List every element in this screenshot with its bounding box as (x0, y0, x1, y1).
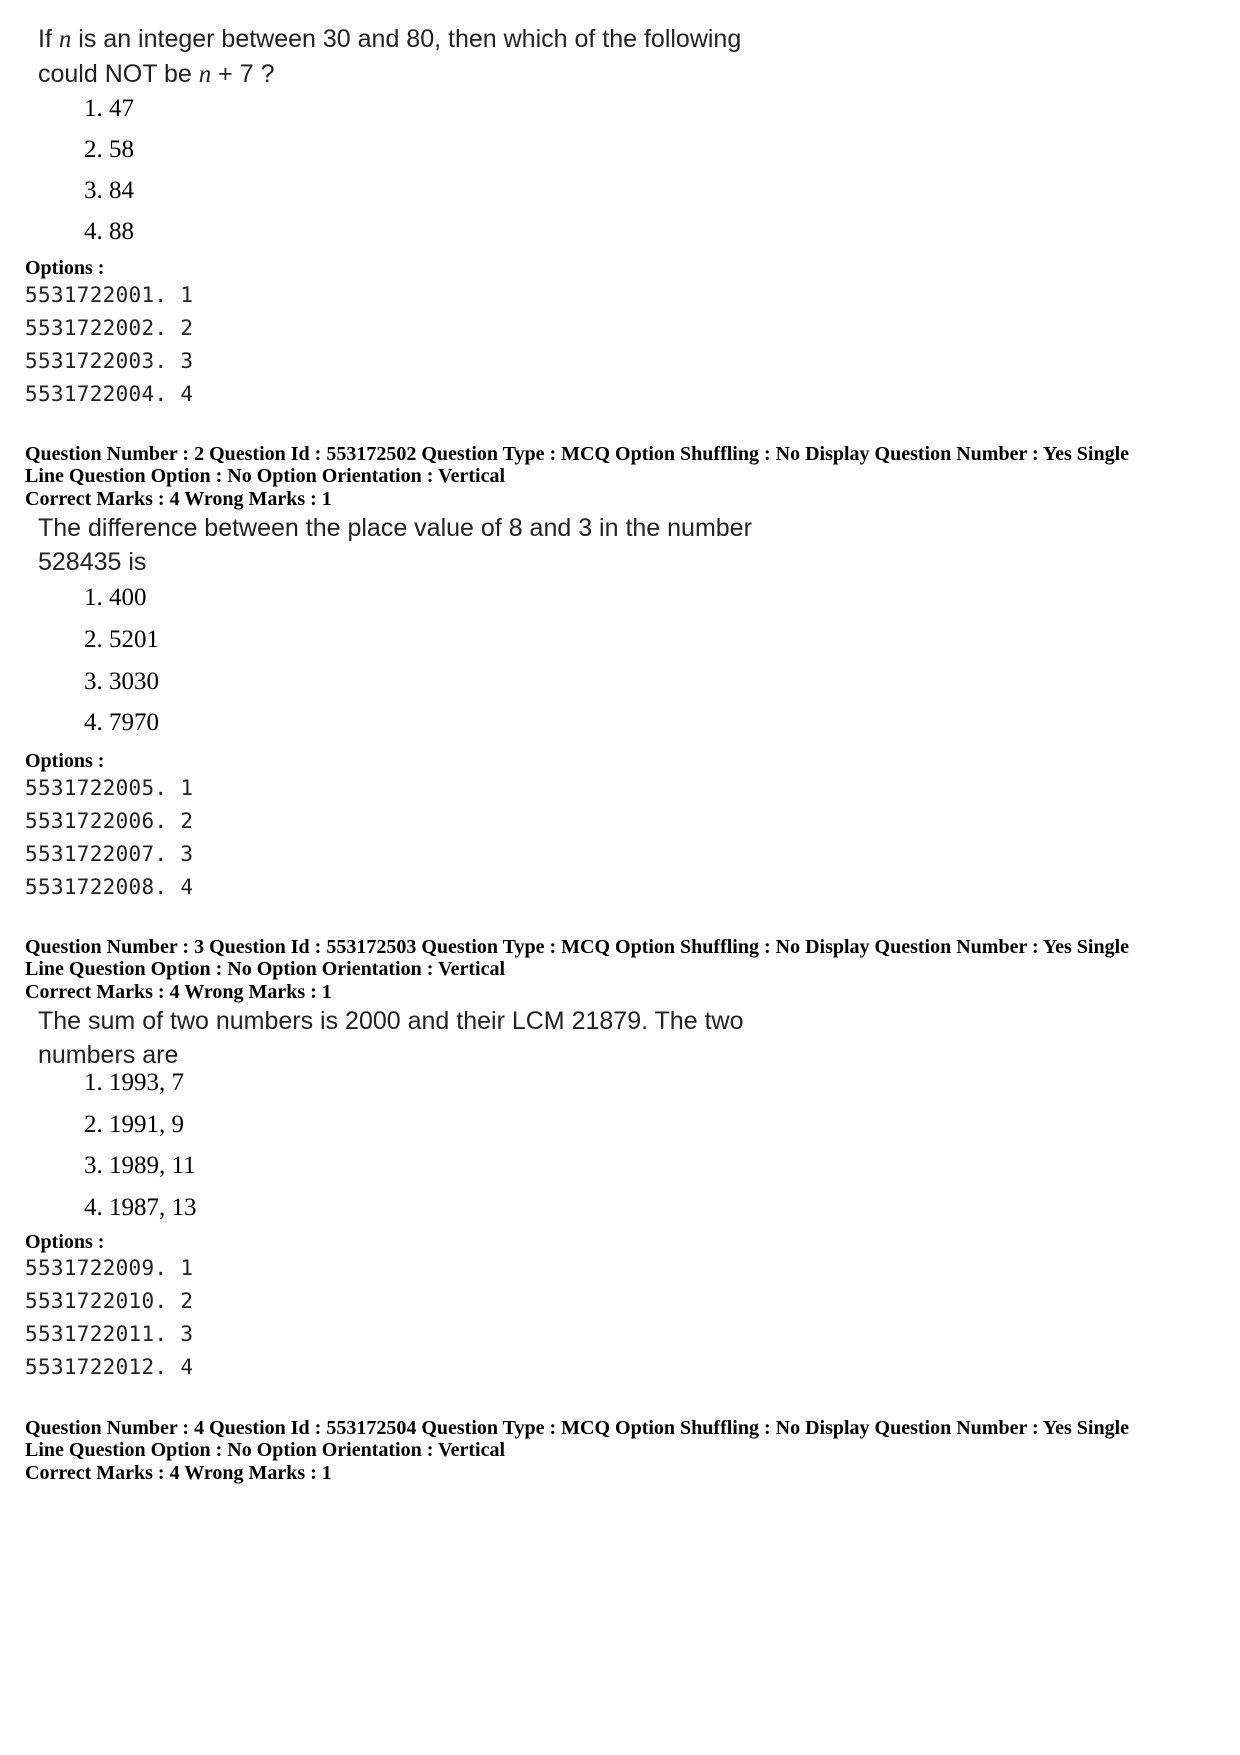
meta-line-1: Question Number : 3 Question Id : 553172503 Question Type : MCQ Option Shuffling : No Display Question Number : Yes Single (25, 936, 1130, 958)
question-2-line-1: The difference between the place value of 8 and 3 in the number (38, 514, 752, 542)
question-2-marks: Correct Marks : 4 Wrong Marks : 1 (25, 488, 332, 510)
option-item: 5531722012. 4 (25, 1355, 194, 1379)
choice-item: 1. 47 (84, 95, 134, 122)
question-1-text (38, 22, 741, 92)
choice-item: 2. 58 (84, 136, 134, 163)
options-label: Options : (25, 257, 105, 279)
question-3-text (38, 1004, 743, 1072)
choice-item: 3. 3030 (84, 668, 159, 695)
choice-item: 3. 84 (84, 177, 134, 204)
question-4-marks: Correct Marks : 4 Wrong Marks : 1 (25, 1462, 332, 1484)
choice-item: 2. 5201 (84, 626, 159, 653)
choice-item: 4. 7970 (84, 709, 159, 736)
question-3-marks: Correct Marks : 4 Wrong Marks : 1 (25, 981, 332, 1003)
choice-item: 1. 1993, 7 (84, 1069, 184, 1096)
question-1-line-2: could NOT be n + 7 ? (38, 60, 275, 88)
choice-item: 1. 400 (84, 584, 147, 611)
option-item: 5531722009. 1 (25, 1256, 194, 1280)
option-item: 5531722001. 1 (25, 283, 194, 307)
options-label: Options : (25, 1231, 105, 1253)
option-item: 5531722008. 4 (25, 875, 194, 899)
meta-line-2: Line Question Option : No Option Orientation : Vertical (25, 1439, 506, 1461)
question-2-line-2: 528435 is (38, 548, 147, 576)
option-item: 5531722010. 2 (25, 1289, 194, 1313)
question-3-image (38, 1004, 743, 1072)
question-3-line-2: numbers are (38, 1041, 179, 1069)
options-label: Options : (25, 750, 105, 772)
option-item: 5531722006. 2 (25, 809, 194, 833)
question-2-meta (25, 443, 1215, 487)
question-2-image (38, 511, 752, 579)
meta-line-2: Line Question Option : No Option Orientation : Vertical (25, 465, 506, 487)
choice-item: 3. 1989, 11 (84, 1152, 196, 1179)
question-1-line-1: If n is an integer between 30 and 80, then which of the following (38, 25, 742, 53)
meta-line-2: Line Question Option : No Option Orientation : Vertical (25, 958, 506, 980)
question-3-line-1: The sum of two numbers is 2000 and their LCM 21879. The two (38, 1007, 744, 1035)
meta-line-1: Question Number : 4 Question Id : 553172504 Question Type : MCQ Option Shuffling : No Display Question Number : Yes Single (25, 1417, 1130, 1439)
math-variable-n: n (58, 26, 72, 53)
question-3-meta (25, 936, 1215, 980)
meta-line-1: Question Number : 2 Question Id : 553172502 Question Type : MCQ Option Shuffling : No Display Question Number : Yes Single (25, 443, 1130, 465)
option-item: 5531722005. 1 (25, 776, 194, 800)
choice-item: 4. 1987, 13 (84, 1194, 197, 1221)
option-item: 5531722004. 4 (25, 382, 194, 406)
question-4-meta (25, 1417, 1215, 1461)
option-item: 5531722003. 3 (25, 349, 194, 373)
question-1-image (38, 22, 741, 92)
option-item: 5531722011. 3 (25, 1322, 194, 1346)
option-item: 5531722002. 2 (25, 316, 194, 340)
choice-item: 4. 88 (84, 218, 134, 245)
math-variable-n: n (198, 61, 212, 88)
question-2-text (38, 511, 752, 579)
choice-item: 2. 1991, 9 (84, 1111, 184, 1138)
option-item: 5531722007. 3 (25, 842, 194, 866)
